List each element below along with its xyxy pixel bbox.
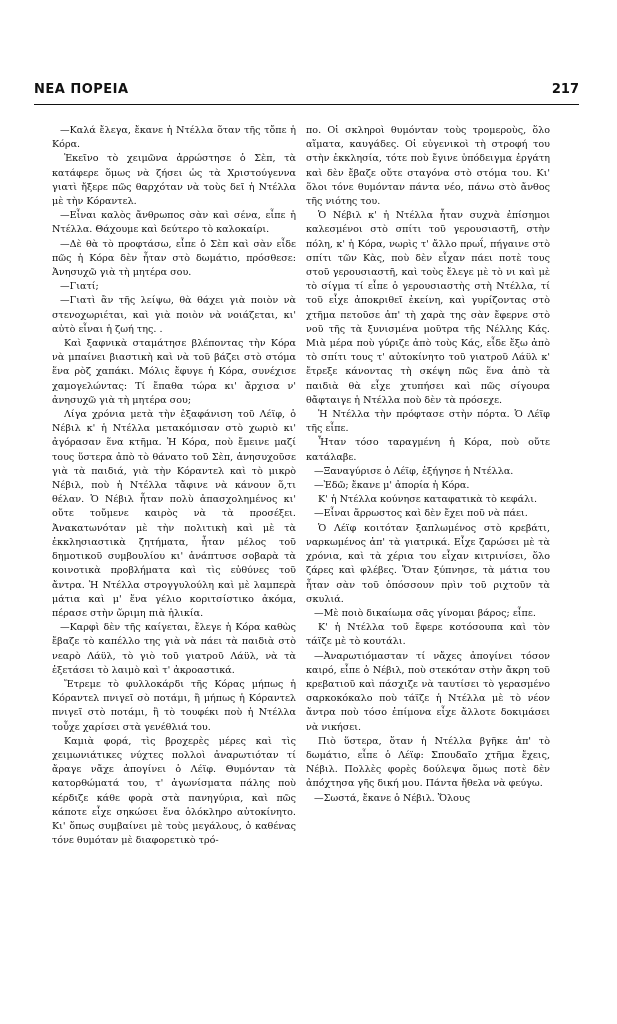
paragraph: —Ἐδῶ; ἔκανε μ' ἀπορία ἡ Κόρα. (314, 480, 470, 492)
paragraph: Ἐκεῖνο τὸ χειμῶνα ἀρρώστησε ὁ Σὲπ, τὰ κατάφερε ὅμως νὰ ζήσει ὡς τὰ Χριστούγεννα γιατὶ ἤξερε πῶς θαρχόταν νὰ τοὺς δεῖ ἡ Ντέλλα μὲ τὴν Κόραντελ. (52, 153, 296, 208)
paragraph: Ἡ Ντέλλα τὴν πρόφτασε στὴν πόρτα. Ὁ Λέϊφ τῆς εἶπε. (306, 409, 550, 435)
paragraph: —Δὲ θὰ τὸ προφτάσω, εἶπε ὁ Σὲπ καὶ σὰν εἶδε πῶς ἡ Κόρα δὲν ἦταν στὸ δωμάτιο, πρόσθεσε: Ἀνησυχῶ γιὰ τὴ μητέρα σου. (52, 238, 296, 279)
journal-title: ΝΕΑ ΠΟΡΕΙΑ (34, 82, 129, 97)
paragraph: Κ' ἡ Ντέλλα τοῦ ἔφερε κοτόσουπα καὶ τὸν τάϊζε μὲ τὸ κουτάλι. (306, 622, 550, 648)
paragraph: Λίγα χρόνια μετὰ τὴν ἐξαφάνιση τοῦ Λέϊφ, ὁ Νέβιλ κ' ἡ Ντέλλα μετακόμισαν στὸ χωριὸ κι' ἀγόρασαν ἕνα κτῆμα. Ἡ Κόρα, ποὺ ἔμεινε μαζί τους ὕστερα ἀπὸ τὸ θάνατο τοῦ Σὲπ, ἀνησυχοῦσε γιὰ τὰ παιδιά, γιὰ τὴν Κόραντελ καὶ τὸ μικρὸ Νέβιλ, ποὺ ἡ Ντέλλα τἄφινε νὰ κάνουν ὅ,τι θέλαν. Ὁ Νέβιλ ἦταν πολὺ ἀπασχολημένος κι' οὔτε τοὔμενε καιρὸς νὰ τὰ προσέξει. Ἀνακατωνόταν μὲ τὴν πολιτικὴ καὶ μὲ τὰ ἐκκλησιαστικὰ ζητήματα, ἦταν μέλος τοῦ δημοτικοῦ συμβουλίου κι' ἀνάπτυσε σοβαρὰ τὰ κοινοτικὰ προβλήματα καὶ τὶς εὐθύνες τοῦ ἄντρα. Ἡ Ντέλλα στρογγυλούλη καὶ μὲ λαμπερὰ μάτια καὶ μ' ἕνα γέλιο κοριτσίστικο ἀκόμα, πέρασε στὴν ὥριμη πιὰ ἡλικία. (52, 409, 296, 619)
paragraph: —Καλά ἔλεγα, ἔκανε ἡ Ντέλλα ὅταν τῆς τὄπε ἡ Κόρα. (52, 125, 296, 151)
paragraph: Ὁ Λέϊφ κοιτόταν ξαπλωμένος στὸ κρεβάτι, ναρκωμένος ἀπ' τὰ γιατρικά. Εἶχε ζαρώσει μὲ τὰ χρόνια, καὶ τὰ χέρια του εἶχαν κιτρινίσει, ὅλο ζάρες καὶ φλέβες. Ὅταν ξύπνησε, τὰ μάτια του ἦταν σὰν τοῦ ὁπόσσουν πρὶν τοῦ ριχτοῦν τὰ σκυλιά. (306, 522, 550, 605)
page-number: 217 (551, 82, 579, 97)
paragraph: Κ' ἡ Ντέλλα κούνησε καταφατικὰ τὸ κεφάλι. (318, 494, 538, 506)
paragraph: —Ξαναγύρισε ὁ Λέϊφ, ἐξήγησε ἡ Ντέλλα. (314, 465, 514, 477)
paragraph: —Γιατὶ ἂν τῆς λείψω, θὰ θάχει γιὰ ποιὸν νὰ στενοχωριέται, καὶ γιὰ ποιὸν νὰ νοιάζεται, κι' αὐτὸ εἶναι ἡ ζωή της. . (52, 295, 296, 335)
left-column (52, 124, 296, 848)
paragraph: —Μὲ ποιὸ δικαίωμα σᾶς γίνομαι βάρος; εἶπε. (314, 607, 536, 619)
paragraph: πο. Οἱ σκληροὶ θυμόνταν τοὺς τρομεροὺς, ὅλο αἵματα, καυγάδες. Οἱ εὐγενικοὶ τὴ στροφή του στὴν ἐκκλησία, τότε ποὺ ἔγινε ὑπόδειγμα ἐργάτη καὶ δὲν ἔβαζε οὔτε σταγόνα στὸ στόμα του. Κι' ὅλοι τόνε θυμόνταν πάντα νέο, πάνω στὸ ἄνθος τῆς νιότης του. (306, 125, 550, 208)
paragraph: —Γιατί; (60, 281, 99, 293)
paragraph: Καὶ ξαφνικὰ σταμάτησε βλέποντας τὴν Κόρα νὰ μπαίνει βιαστικὴ καὶ νὰ τοῦ βάζει στὸ στόμα ἕνα ρὸζ χαπάκι. Μόλις ἔφυγε ἡ Κόρα, συνέχισε χαμογελώντας: Τί ἔπαθα τώρα κι' ἄρχισα ν' ἀνησυχῶ γιὰ τὴ μητέρα σου; (52, 338, 296, 406)
paragraph: Καμιὰ φορά, τὶς βροχερὲς μέρες καὶ τὶς χειμωνιάτικες νύχτες πολλοὶ ἀναρωτιόταν τί ἄραγε νἄχε ἀπογίνει ὁ Λέϊφ. Θυμόνταν τὰ κατορθώματά του, τ' ἀγωνίσματα πάλης ποὺ κέρδιζε κάθε φορὰ στὰ πανηγύρια, καὶ πῶς κάποτε εἶχε σηκώσει ἕνα ὁλόκληρο αὐτοκίνητο. Κι' ὅπως συμβαίνει μὲ τοὺς μεγάλους, ὁ καθένας τόνε θυμόταν μὲ διαφορετικὸ τρό- (52, 735, 296, 847)
paragraph: Ἔτρεμε τὸ φυλλοκάρδι τῆς Κόρας μήπως ἡ Κόραντελ πνιγεῖ σὸ ποτάμι, ἢ μήπως ἡ Κόραντελ πνιγεῖ στὸ ποτάμι, ἢ τὸ τουφέκι ποὺ ἡ Ντέλλα τοὖχε χαρίσει στὰ γενέθλιά του. (52, 678, 296, 733)
header-rule (34, 104, 579, 105)
paragraph: —Σωστά, ἔκανε ὁ Νέβιλ. Ὅλους (314, 792, 471, 804)
paragraph: Πιὸ ὕστερα, ὅταν ἡ Ντέλλα βγῆκε ἀπ' τὸ δωμάτιο, εἶπε ὁ Λέϊφ: Σπουδαῖο χτῆμα ἔχεις, Νέβιλ. Πολλὲς φορὲς δούλεψα ὅμως ποτὲ δὲν ἀπόχτησα γῆς δική μου. Πάντα ἤθελα νὰ φεύγω. (306, 735, 550, 790)
paragraph: —Εἶναι ἄρρωστος καὶ δὲν ἔχει ποῦ νὰ πάει. (314, 508, 528, 520)
running-header (34, 82, 579, 100)
paragraph: —Εἶναι καλὸς ἄνθρωπος σὰν καὶ σένα, εἶπε ἡ Ντέλλα. Θάχουμε καὶ δεύτερο τὸ καλοκαίρι. (52, 210, 296, 236)
paragraph: —Ἀναρωτιόμασταν τί νἄχες ἀπογίνει τόσον καιρό, εἶπε ὁ Νέβιλ, ποὺ στεκόταν στὴν ἄκρη τοῦ κρεβατιοῦ καὶ πάσχιζε νὰ ταυτίσει τὸ γερασμένο σαρκοκόκαλο ποὺ τάϊζε ἡ Ντέλλα μὲ τὸ νέον ἄντρα ποὺ τόσο ἐπίμονα εἶχε ἄλλοτε δοκιμάσει νὰ νικήσει. (306, 650, 550, 733)
paragraph: —Καρφὶ δὲν τῆς καίγεται, ἔλεγε ἡ Κόρα καθὼς ἔβαζε τὸ καπέλλο της γιὰ νὰ πάει τὰ παιδιὰ στὸ νεαρὸ Λάϋλ, τὸ γιὸ τοῦ γιατροῦ Λάϋλ, νὰ τὰ ἐξετάσει τὸ λαιμὸ καὶ τ' ἀκροαστικά. (52, 622, 296, 676)
paragraph: Ἦταν τόσο ταραγμένη ἡ Κόρα, ποὺ οὔτε κατάλαβε. (306, 437, 550, 463)
right-column (306, 124, 550, 806)
paragraph: Ὁ Νέβιλ κ' ἡ Ντέλλα ἦταν συχνὰ ἐπίσημοι καλεσμένοι στὸ σπίτι τοῦ γερουσιαστῆ, στὴν πόλη, κ' ἡ Κόρα, νωρὶς τ' ἄλλο πρωΐ, πήγαινε στὸ σπίτι τῶν Κὰς, ποὺ δὲν εἶχαν πάει ποτὲ τους στοῦ γερουσιαστῆ, καὶ τοὺς ἔλεγε μὲ τὸ νι καὶ μὲ τὸ σίγμα τί εἶπε ὁ γερουσιαστὴς στὴ Ντέλλα, τί τοῦ εἶχε ἀποκριθεῖ ἐκείνη, καὶ γυρίζοντας στὸ χτῆμα πετοῦσε ἀπ' τὴ χαρὰ της σὰν ἔφερνε στὸ νοῦ τῆς τὰ ξυνισμένα μοῦτρα τῆς Νέλλης Κάς. Μιὰ μέρα ποὺ γύριζε ἀπὸ τοὺς Κάς, εἶδε ἔξω ἀπὸ τὸ σπίτι τους τ' αὐτοκίνητο τοῦ γιατροῦ Λάϋλ κ' ἔτρεξε κάνοντας τὴ σκέψη πῶς ἕνα ἀπὸ τὰ παιδιὰ θὰ εἶχε χτυπήσει καὶ πῶς σίγουρα θἄφταιγε ἡ Ντέλλα ποὺ δὲν τὰ πρόσεχε. (306, 210, 550, 406)
